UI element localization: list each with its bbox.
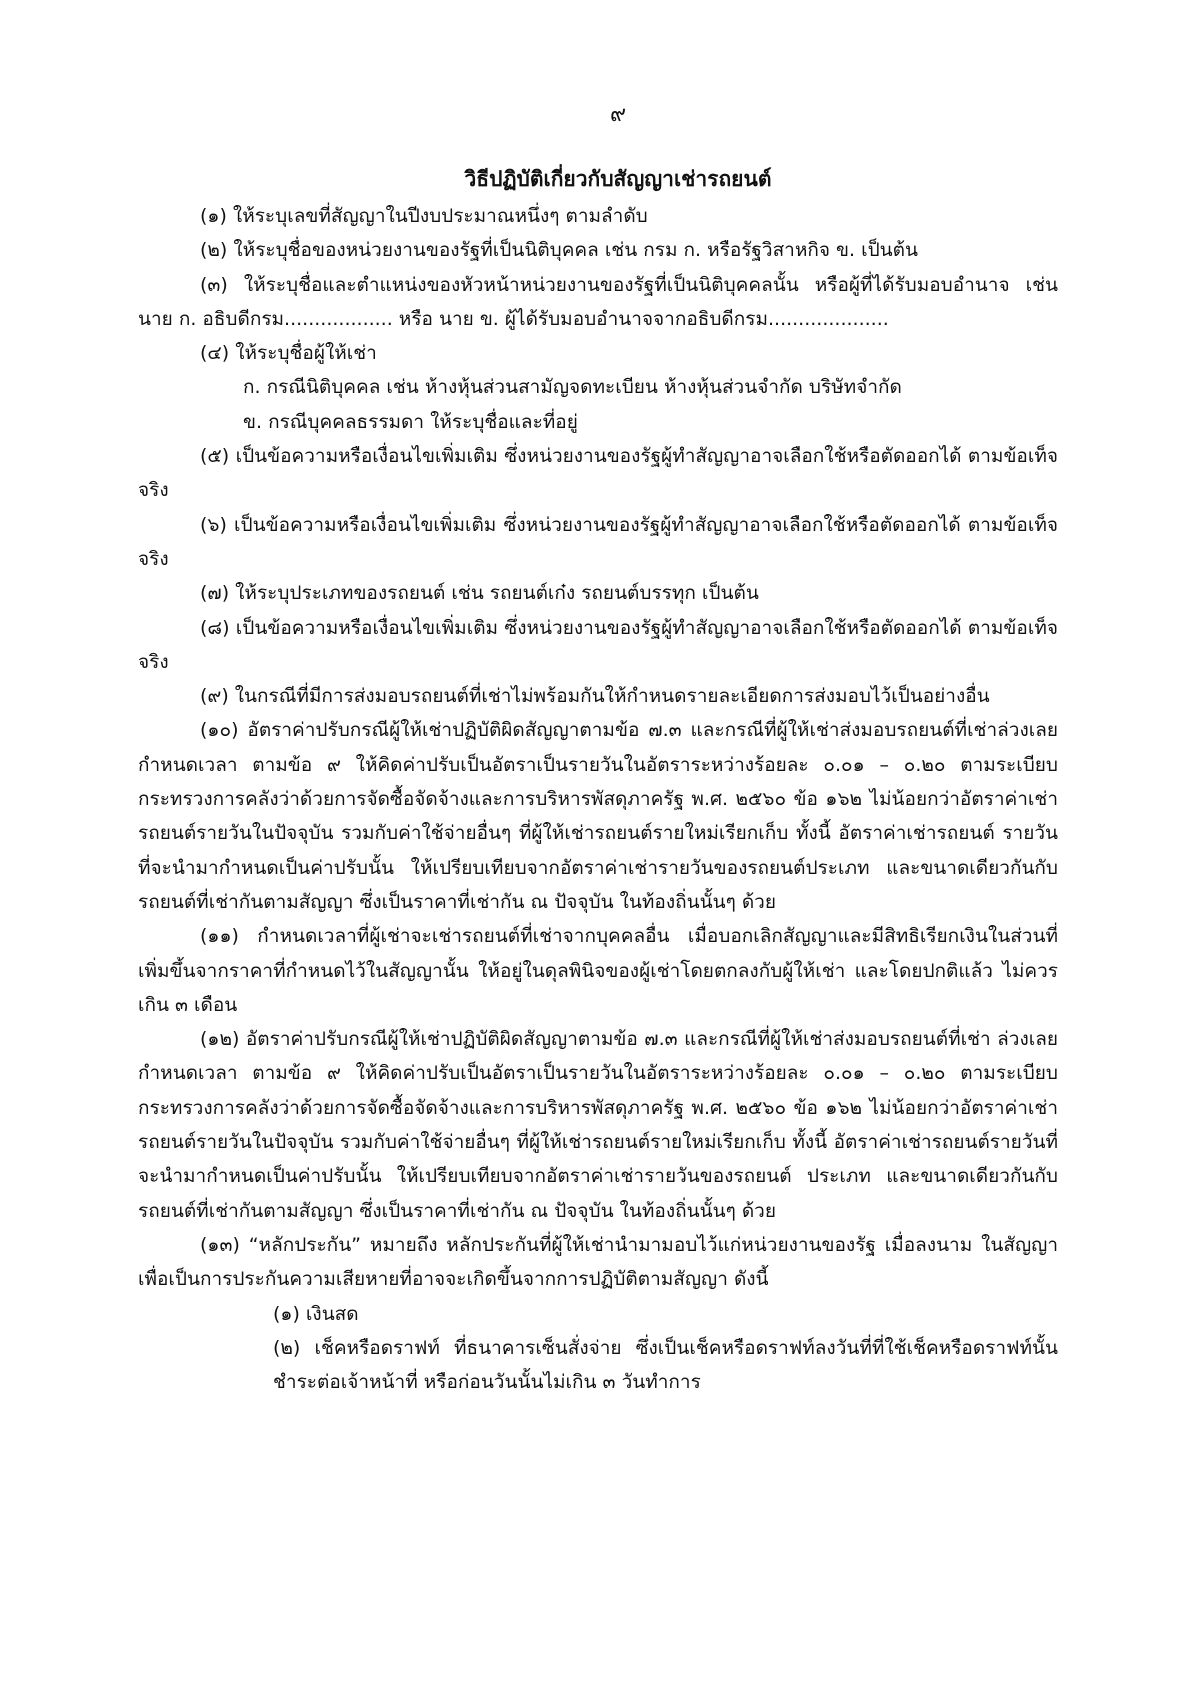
- item-6: (๖) เป็นข้อความหรือเงื่อนไขเพิ่มเติม ซึ่งหน่วยงานของรัฐผู้ทำสัญญาอาจเลือกใช้หรือตัดออกได้ ตามข้อเท็จจริง: [138, 513, 1058, 570]
- document-page: [138, 95, 1058, 1399]
- item-11: (๑๑) กำหนดเวลาที่ผู้เช่าจะเช่ารถยนต์ที่เช่าจากบุคคลอื่น เมื่อบอกเลิกสัญญาและมีสิทธิเรียกเงินในส่วนที่ เพิ่มขึ้นจากราคาที่กำหนดไว้ในสัญญานั้น ให้อยู่ในดุลพินิจของผู้เช่าโดยตกลงกับผู้ให้เช่า และโดยปกติแล้ว ไม่ควรเกิน ๓ เดือน: [138, 925, 1058, 1016]
- item-4-sub-b: ข. กรณีบุคคลธรรมดา ให้ระบุชื่อและที่อยู่: [243, 410, 578, 433]
- item-8: (๘) เป็นข้อความหรือเงื่อนไขเพิ่มเติม ซึ่งหน่วยงานของรัฐผู้ทำสัญญาอาจเลือกใช้หรือตัดออกได้ ตามข้อเท็จจริง: [138, 616, 1058, 673]
- item-9: (๙) ในกรณีที่มีการส่งมอบรถยนต์ที่เช่าไม่พร้อมกันให้กำหนดรายละเอียดการส่งมอบไว้เป็นอย่างอื่น: [200, 685, 990, 708]
- item-5: (๕) เป็นข้อความหรือเงื่อนไขเพิ่มเติม ซึ่งหน่วยงานของรัฐผู้ทำสัญญาอาจเลือกใช้หรือตัดออกได้ ตามข้อเท็จจริง: [138, 445, 1058, 502]
- item-13-sub-1: (๑) เงินสด: [273, 1302, 359, 1325]
- page-number: ๙: [609, 102, 627, 127]
- section-title: วิธีปฏิบัติเกี่ยวกับสัญญาเช่ารถยนต์: [464, 167, 772, 191]
- item-2: (๒) ให้ระบุชื่อของหน่วยงานของรัฐที่เป็นนิติบุคคล เช่น กรม ก. หรือรัฐวิสาหกิจ ข. เป็นต้น: [200, 239, 918, 262]
- item-7: (๗) ให้ระบุประเภทของรถยนต์ เช่น รถยนต์เก๋ง รถยนต์บรรทุก เป็นต้น: [200, 582, 759, 605]
- item-10: (๑๐) อัตราค่าปรับกรณีผู้ให้เช่าปฏิบัติผิดสัญญาตามข้อ ๗.๓ และกรณีที่ผู้ให้เช่าส่งมอบรถยนต์ที่เช่าล่วงเลย กำหนดเวลา ตามข้อ ๙ ให้คิดค่าปรับเป็นอัตราเป็นรายวันในอัตราระหว่างร้อยละ ๐.๐๑ – ๐.๒๐ ตามระเบียบ กระทรวงการคลังว่าด้วยการจัดซื้อจัดจ้างและการบริหารพัสดุภาครัฐ พ.ศ. ๒๕๖๐ ข้อ ๑๖๒ ไม่น้อยกว่าอัตราค่าเช่า รถยนต์รายวันในปัจจุบัน รวมกับค่าใช้จ่ายอื่นๆ ที่ผู้ให้เช่ารถยนต์รายใหม่เรียกเก็บ ทั้งนี้ อัตราค่าเช่ารถยนต์ รายวันที่จะนำมากำหนดเป็นค่าปรับนั้น ให้เปรียบเทียบจากอัตราค่าเช่ารายวันของรถยนต์ประเภท และขนาดเดียวกันกับรถยนต์ที่เช่ากันตามสัญญา ซึ่งเป็นราคาที่เช่ากัน ณ ปัจจุบัน ในท้องถิ่นนั้นๆ ด้วย: [138, 719, 1058, 913]
- item-13-sub-2: (๒) เช็คหรือดราฟท์ ที่ธนาคารเซ็นสั่งจ่าย ซึ่งเป็นเช็คหรือดราฟท์ลงวันที่ที่ใช้เช็คหรือดราฟท์นั้น ชำระต่อเจ้าหน้าที่ หรือก่อนวันนั้นไม่เกิน ๓ วันทำการ: [273, 1336, 1058, 1394]
- item-3: (๓) ให้ระบุชื่อและตำแหน่งของหัวหน้าหน่วยงานของรัฐที่เป็นนิติบุคคลนั้น หรือผู้ที่ได้รับมอบอำนาจ เช่น นาย ก. อธิบดีกรม.................. หรือ นาย ข. ผู้ได้รับมอบอำนาจจากอธิบดีกรม....................: [138, 273, 1058, 330]
- item-4-sub-a: ก. กรณีนิติบุคคล เช่น ห้างหุ้นส่วนสามัญจดทะเบียน ห้างหุ้นส่วนจำกัด บริษัทจำกัด: [243, 376, 902, 399]
- item-12: (๑๒) อัตราค่าปรับกรณีผู้ให้เช่าปฏิบัติผิดสัญญาตามข้อ ๗.๓ และกรณีที่ผู้ให้เช่าส่งมอบรถยนต์ที่เช่า ล่วงเลยกำหนดเวลา ตามข้อ ๙ ให้คิดค่าปรับเป็นอัตราเป็นรายวันในอัตราระหว่างร้อยละ ๐.๐๑ – ๐.๒๐ ตามระเบียบกระทรวงการคลังว่าด้วยการจัดซื้อจัดจ้างและการบริหารพัสดุภาครัฐ พ.ศ. ๒๕๖๐ ข้อ ๑๖๒ ไม่น้อยกว่าอัตราค่าเช่ารถยนต์รายวันในปัจจุบัน รวมกับค่าใช้จ่ายอื่นๆ ที่ผู้ให้เช่ารถยนต์รายใหม่เรียกเก็บ ทั้งนี้ อัตราค่าเช่ารถยนต์รายวันที่จะนำมากำหนดเป็นค่าปรับนั้น ให้เปรียบเทียบจากอัตราค่าเช่ารายวันของรถยนต์ ประเภท และขนาดเดียวกันกับรถยนต์ที่เช่ากันตามสัญญา ซึ่งเป็นราคาที่เช่ากัน ณ ปัจจุบัน ในท้องถิ่นนั้นๆ ด้วย: [138, 1028, 1058, 1222]
- item-13: (๑๓) “หลักประกัน” หมายถึง หลักประกันที่ผู้ให้เช่านำมามอบไว้แก่หน่วยงานของรัฐ เมื่อลงนาม ในสัญญา เพื่อเป็นการประกันความเสียหายที่อาจจะเกิดขึ้นจากการปฏิบัติตามสัญญา ดังนี้: [138, 1233, 1058, 1291]
- item-1: (๑) ให้ระบุเลขที่สัญญาในปีงบประมาณหนึ่งๆ ตามลำดับ: [200, 205, 648, 227]
- item-4: (๔) ให้ระบุชื่อผู้ให้เช่า: [200, 342, 377, 365]
